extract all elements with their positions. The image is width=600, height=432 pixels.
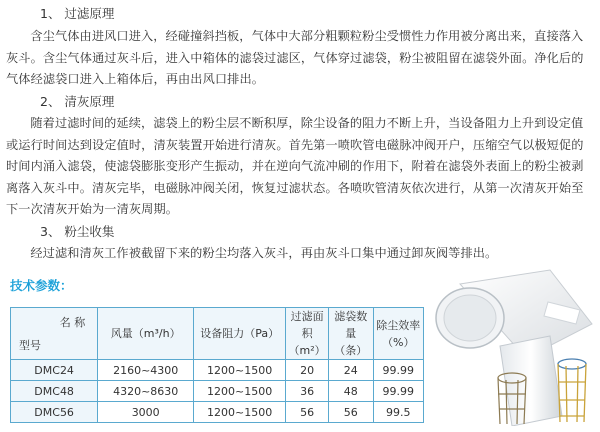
section-body-dust-collection: 经过滤和清灰工作被截留下来的粉尘均落入灰斗，再由灰斗口集中通过卸灰阀等排出。 xyxy=(30,246,498,260)
specs-table xyxy=(10,307,424,423)
cage-right xyxy=(558,359,586,422)
header-filter-area-label: 过滤面积 xyxy=(290,310,324,340)
header-bag-count-unit: （条） xyxy=(334,344,368,357)
cell-efficiency: 99.99 xyxy=(373,360,423,381)
header-filter-area-unit: （m²） xyxy=(288,344,326,357)
cell-area: 20 xyxy=(286,360,329,381)
header-name-label: 名 称 xyxy=(59,316,86,329)
cell-airflow: 4320~8630 xyxy=(98,381,194,402)
header-efficiency xyxy=(373,308,423,360)
cell-airflow: 3000 xyxy=(98,402,194,423)
table-row xyxy=(11,381,424,402)
cell-model: DMC24 xyxy=(11,360,98,381)
section-title-filtration: 1、 过滤原理 xyxy=(40,6,115,21)
cell-efficiency: 99.99 xyxy=(373,381,423,402)
cell-area: 36 xyxy=(286,381,329,402)
header-name-model-cell xyxy=(11,308,98,360)
cell-area: 56 xyxy=(286,402,329,423)
cell-bags: 48 xyxy=(328,381,373,402)
header-filter-area xyxy=(286,308,329,360)
table-row xyxy=(11,402,424,423)
cell-resistance: 1200~1500 xyxy=(194,360,286,381)
section-body-cleaning: 随着过滤时间的延续，滤袋上的粉尘层不断积厚，除尘设备的阻力不断上升，当设备阻力上升到设定值或运行时间达到设定值时，清灰装置开始进行清灰。首先第一喷吹管电磁脉冲阀开户，压缩空气以极短促的时间内涌入滤袋，使滤袋膨胀变形产生振动，并在逆向气流冲刷的作用下，附着在滤袋外表面上的粉尘被剥离落入灰斗中。清灰完毕，电磁脉冲阀关闭，恢复过滤状态。各喷吹管清灰依次进行，从第一次清灰开始至下一次清灰开始为一清灰周期。 xyxy=(6,116,584,217)
header-airflow: 风量（m³/h） xyxy=(98,308,194,360)
header-bag-count xyxy=(328,308,373,360)
cell-bags: 24 xyxy=(328,360,373,381)
header-efficiency-label: 除尘效率 xyxy=(376,318,421,332)
cell-airflow: 2160~4300 xyxy=(98,360,194,381)
header-resistance: 设备阻力（Pa） xyxy=(194,308,286,360)
cell-efficiency: 99.5 xyxy=(373,402,423,423)
specs-title: 技术参数： xyxy=(10,278,73,293)
bag-mouth-inner xyxy=(444,295,496,341)
section-title-dust-collection: 3、 粉尘收集 xyxy=(40,224,115,239)
cell-bags: 56 xyxy=(328,402,373,423)
header-bag-count-label: 滤袋数量 xyxy=(334,310,368,340)
filter-bags-photo xyxy=(430,266,598,426)
cell-resistance: 1200~1500 xyxy=(194,381,286,402)
cylinder-bag-shape xyxy=(500,336,562,426)
header-model-label: 型号 xyxy=(19,339,41,352)
cell-model: DMC56 xyxy=(11,402,98,423)
cell-model: DMC48 xyxy=(11,381,98,402)
cell-resistance: 1200~1500 xyxy=(194,402,286,423)
header-efficiency-unit: （%） xyxy=(382,335,415,349)
section-body-filtration: 含尘气体由进风口进入，经碰撞斜挡板，气体中大部分粗颗粒粉尘受惯性力作用被分离出来，直接落入灰斗。含尘气体通过灰斗后，进入中箱体的滤袋过滤区，气体穿过滤袋，粉尘被阻留在滤袋外面。净化后的气体经滤袋口进入上箱体后，再由出风口排出。 xyxy=(6,29,584,87)
specs-header-row xyxy=(11,308,424,360)
table-row xyxy=(11,360,424,381)
section-title-cleaning: 2、 清灰原理 xyxy=(40,94,115,109)
